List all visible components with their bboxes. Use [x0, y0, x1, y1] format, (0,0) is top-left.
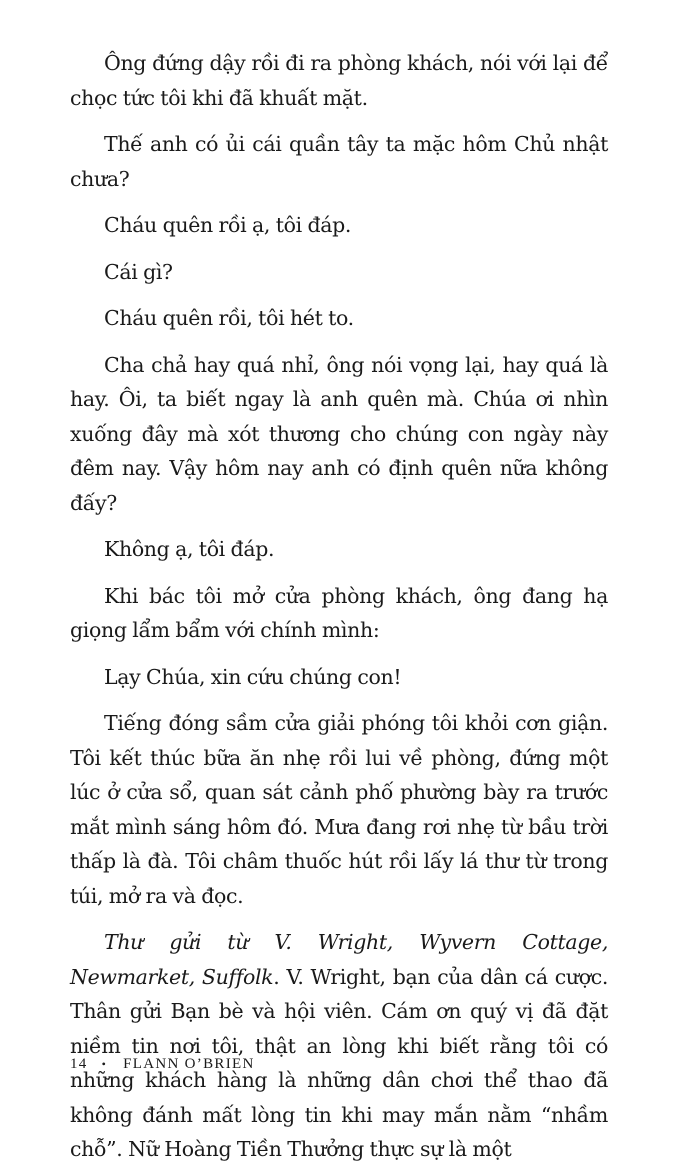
paragraph: Lạy Chúa, xin cứu chúng con! — [104, 664, 402, 689]
letter-body: . V. Wright, bạn của dân cá cược. Thân gửi Bạn bè và hội viên. Cám ơn quý vị đã đặt niềm tin nơi tôi, thật an lòng khi biết rằng tôi có những khách hàng là những dân chơi thể thao đã không đánh mất lòng tin khi may mắn nằm “nhầm chỗ”. Nữ Hoàng Tiền Thưởng thực sự là một — [70, 964, 609, 1161]
paragraph: Thế anh có ủi cái quần tây ta mặc hôm Chủ nhật chưa? — [70, 132, 608, 191]
running-author: FLANN O’BRIEN — [123, 1056, 255, 1072]
paragraph: Ông đứng dậy rồi đi ra phòng khách, nói với lại để chọc tức tôi khi đã khuất mặt. — [70, 51, 608, 110]
page-footer — [70, 1056, 255, 1073]
page-number: 14 — [70, 1056, 88, 1072]
paragraph: Cái gì? — [104, 259, 173, 284]
letter-italic-lead: Thư gửi từ V. Wright, Wyvern Cottage, Newmarket, Suffolk — [70, 930, 608, 989]
paragraph: Cháu quên rồi ạ, tôi đáp. — [104, 213, 352, 237]
footer-separator: • — [101, 1057, 108, 1071]
body-text — [70, 46, 608, 1167]
paragraph: Tiếng đóng sầm cửa giải phóng tôi khỏi cơn giận. Tôi kết thúc bữa ăn nhẹ rồi lui về phòng, đứng một lúc ở cửa sổ, quan sát cảnh phố phường bày ra trước mắt mình sáng hôm đó. Mưa đang rơi nhẹ từ bầu trời thấp là đà. Tôi châm thuốc hút rồi lấy lá thư từ trong túi, mở ra và đọc. — [70, 711, 608, 908]
paragraph: Khi bác tôi mở cửa phòng khách, ông đang hạ giọng lẩm bẩm với chính mình: — [70, 583, 608, 642]
paragraph: Cha chả hay quá nhỉ, ông nói vọng lại, hay quá là hay. Ôi, ta biết ngay là anh quên mà. Chúa ơi nhìn xuống đây mà xót thương cho chúng con ngày này đêm nay. Vậy hôm nay anh có định quên nữa không đấy? — [70, 352, 608, 515]
paragraph: Cháu quên rồi, tôi hét to. — [104, 306, 354, 330]
paragraph: Không ạ, tôi đáp. — [104, 537, 275, 561]
letter-paragraph — [70, 925, 608, 1167]
